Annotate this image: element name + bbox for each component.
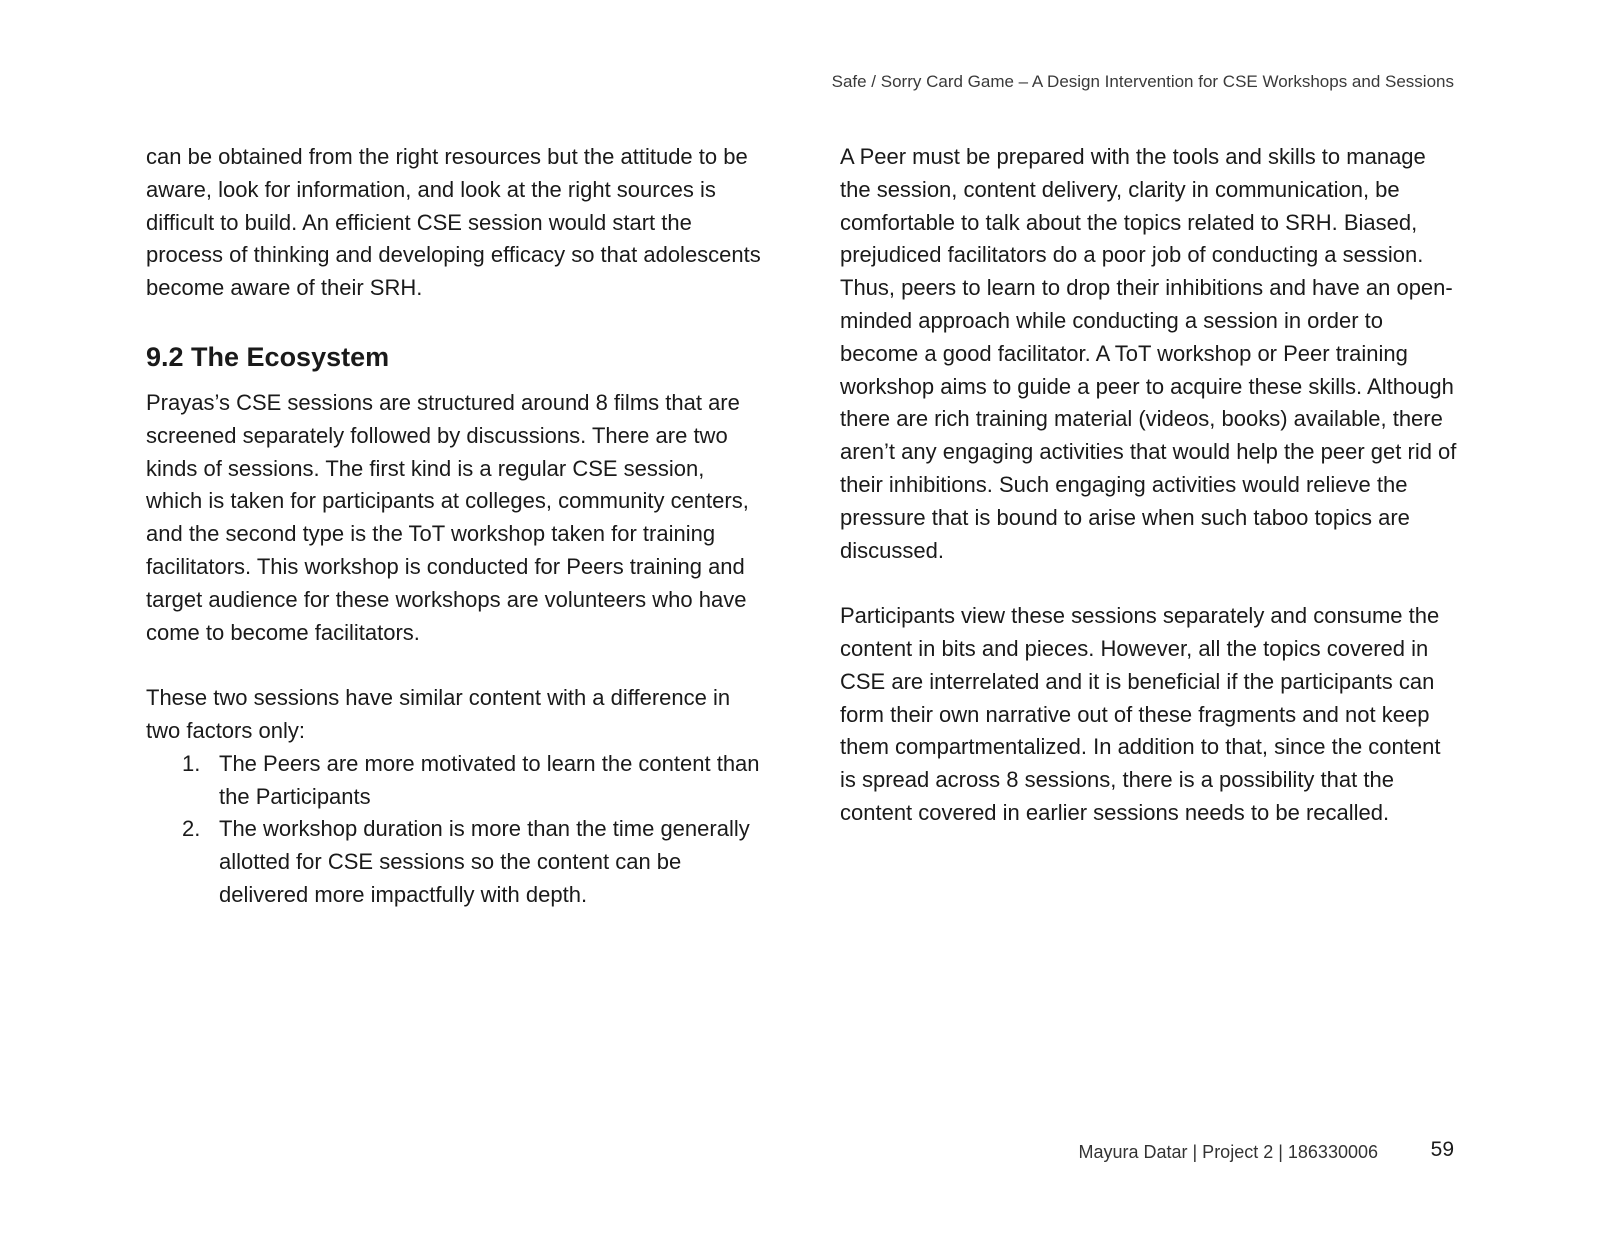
left-column	[146, 141, 766, 912]
participants-paragraph: Participants view these sessions separately and consume the content in bits and pieces. However, all the topics covered in CSE are interrelated and it is beneficial if the participants can form their own narrative out of these fragments and not keep them compartmentalized. In addition to that, since the content is spread across 8 sessions, there is a possibility that the content covered in earlier sessions needs to be recalled.	[840, 603, 1441, 825]
section-heading: 9.2 The Ecosystem	[146, 341, 390, 372]
list-item	[146, 748, 766, 814]
factors-list	[146, 748, 766, 912]
list-item-text: The Peers are more motivated to learn the content than the Participants	[219, 750, 760, 809]
running-header: Safe / Sorry Card Game – A Design Intervention for CSE Workshops and Sessions	[831, 72, 1454, 91]
ecosystem-paragraph-1: Prayas’s CSE sessions are structured around 8 films that are screened separately followed by discussions. There are two kinds of sessions. The first kind is a regular CSE session, which is taken for participants at colleges, community centers, and the second type is the ToT workshop taken for training facilitators. This workshop is conducted for Peers training and target audience for these workshops are volunteers who have come to become facilitators.	[146, 389, 749, 645]
list-item-text: The workshop duration is more than the time generally allotted for CSE sessions so the content can be delivered more impactfully with depth.	[219, 816, 750, 907]
list-item-number: 1.	[182, 750, 201, 776]
footer-credit: Mayura Datar | Project 2 | 186330006	[1078, 1142, 1378, 1162]
peer-skills-paragraph: A Peer must be prepared with the tools and skills to manage the session, content delivery, clarity in communication, be comfortable to talk about the topics related to SRH. Biased, prejudiced facilitators do a poor job of conducting a session. Thus, peers to learn to drop their inhibitions and have an open-minded approach while conducting a session in order to become a good facilitator. A ToT workshop or Peer training workshop aims to guide a peer to acquire these skills. Although there are rich training material (videos, books) available, there aren’t any engaging activities that would help the peer get rid of their inhibitions. Such engaging activities would relieve the pressure that is bound to arise when such taboo topics are discussed.	[840, 144, 1457, 563]
list-item-number: 2.	[182, 816, 201, 842]
continued-paragraph: can be obtained from the right resources but the attitude to be aware, look for information, and look at the right sources is difficult to build. An efficient CSE session would start the process of thinking and developing efficacy so that adolescents become aware of their SRH.	[146, 144, 761, 301]
right-column	[840, 141, 1462, 830]
ecosystem-paragraph-2: These two sessions have similar content with a difference in two factors only:	[146, 685, 731, 743]
page-number: 59	[1430, 1138, 1454, 1161]
list-item	[146, 813, 766, 911]
